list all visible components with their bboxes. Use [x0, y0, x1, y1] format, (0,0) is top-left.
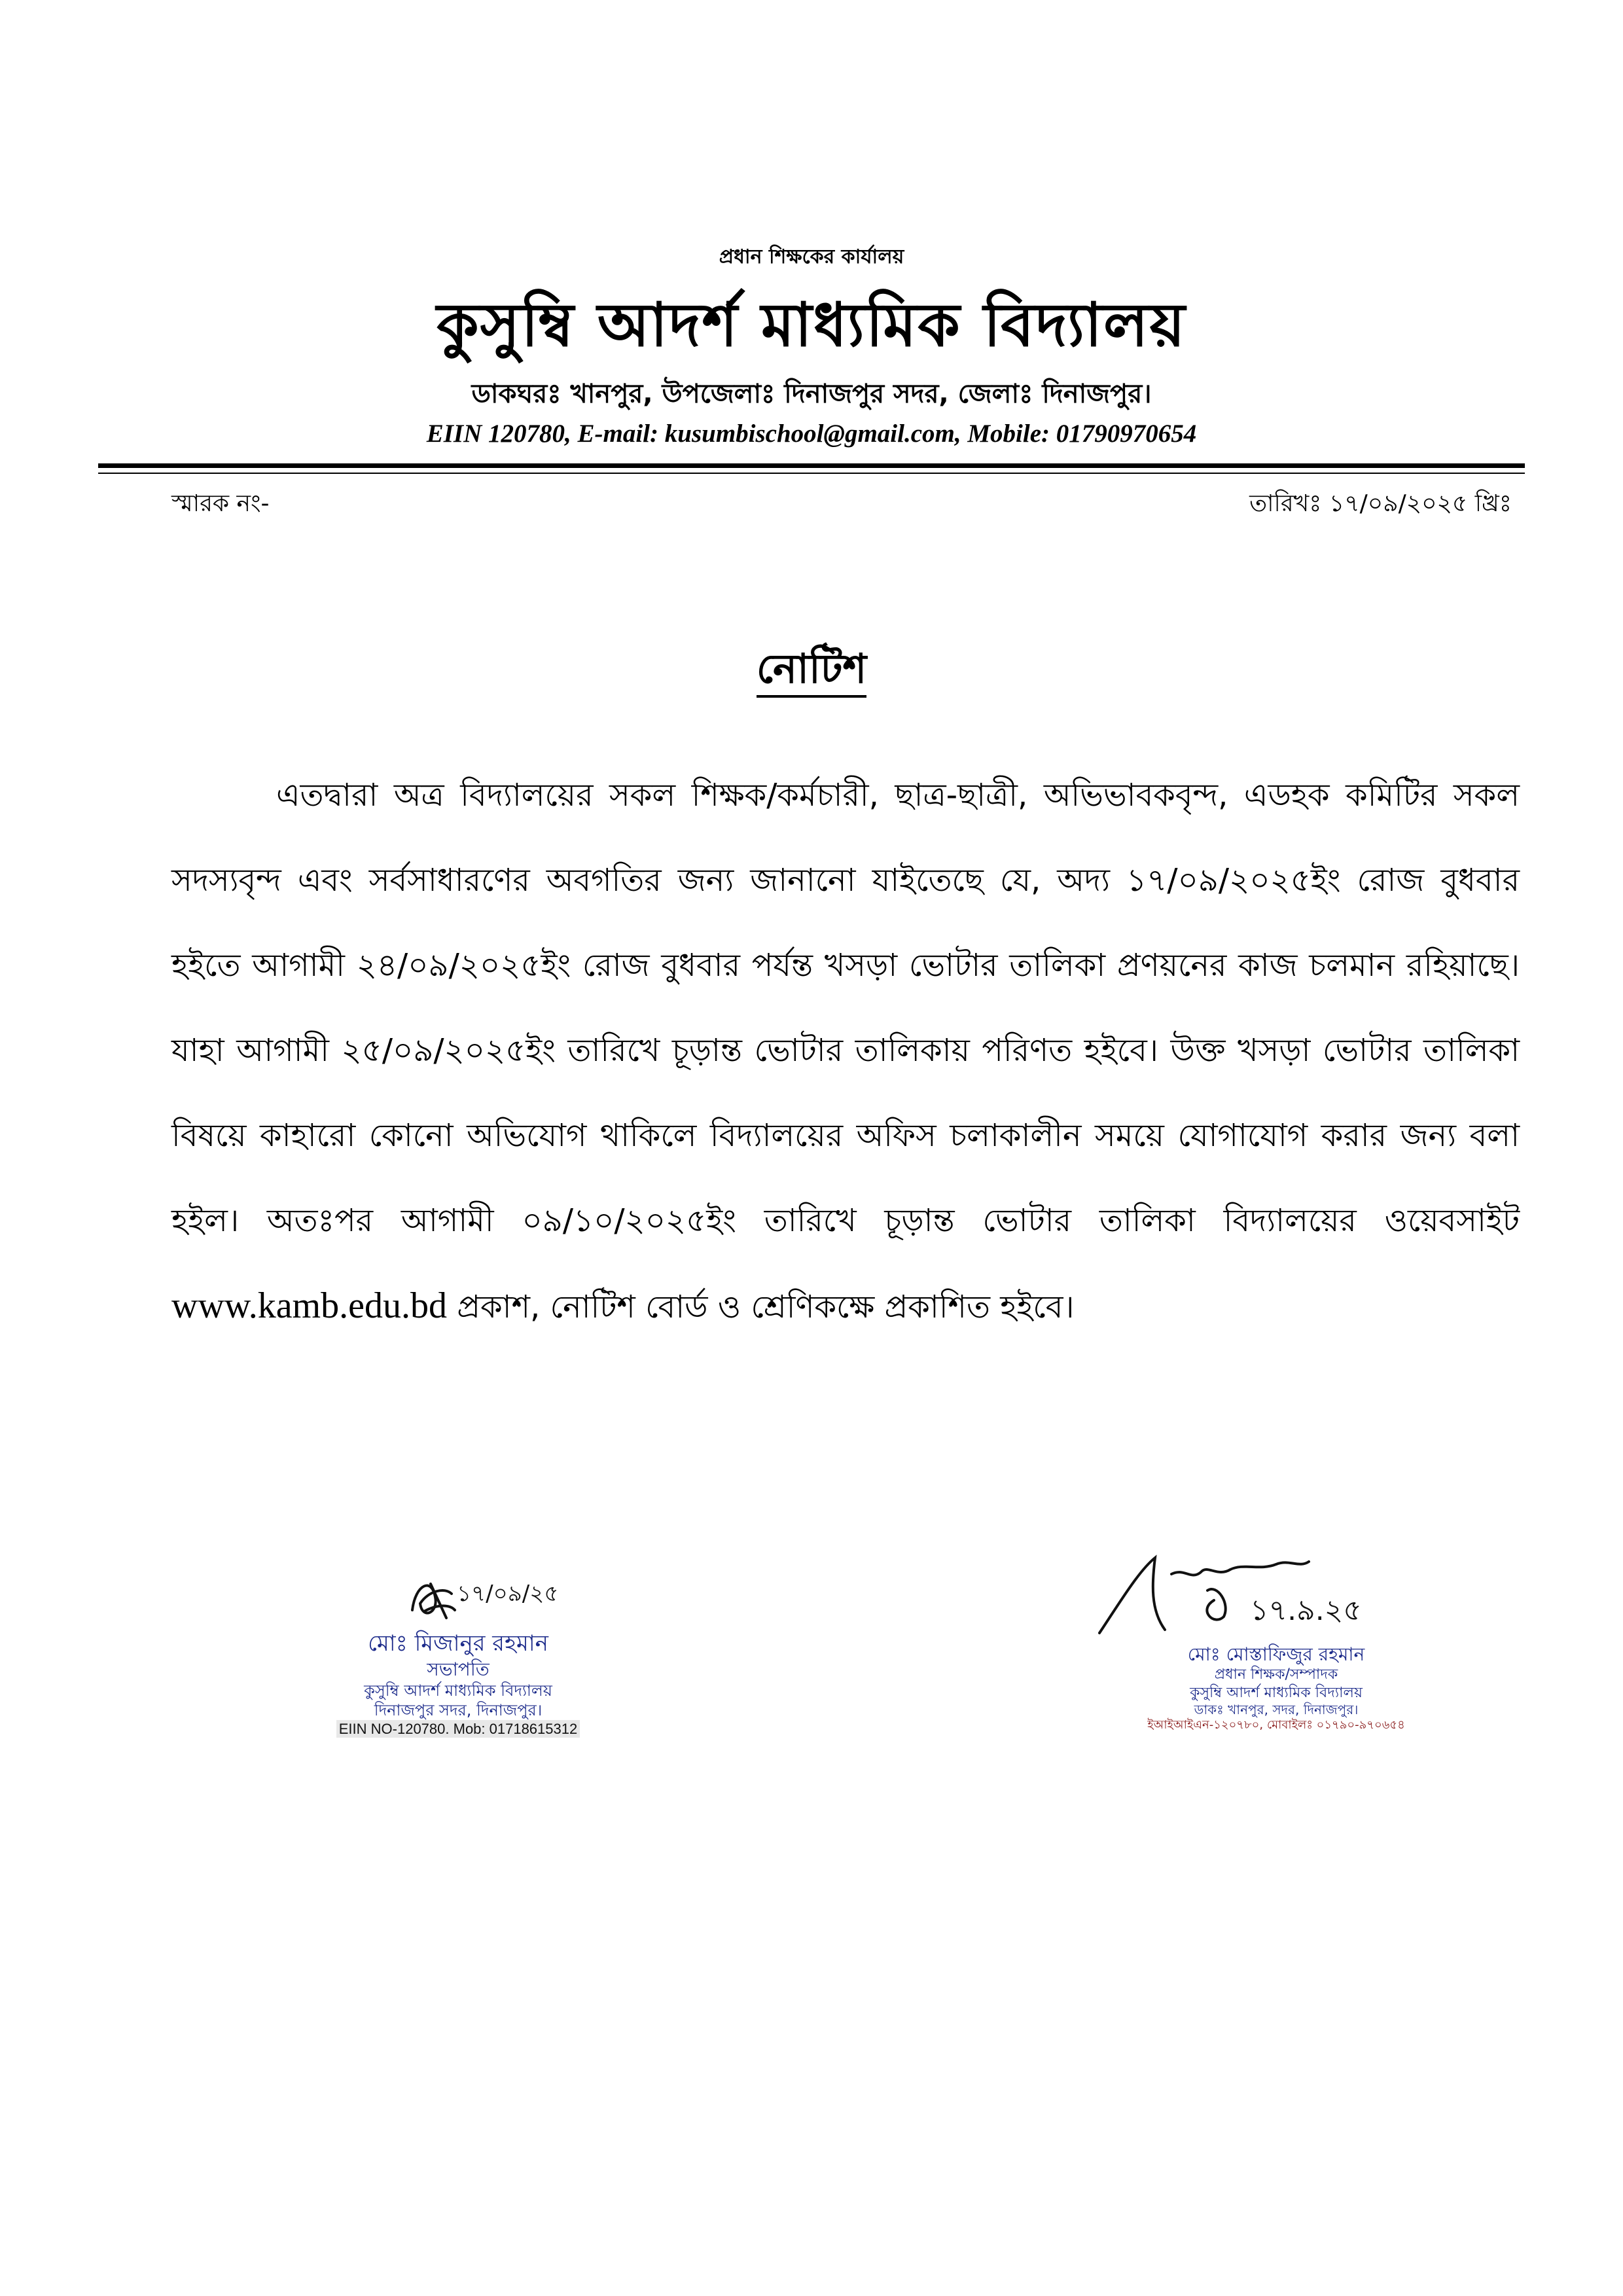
school-name: কুসুম্বি আদর্শ মাধ্যমিক বিদ্যালয় [437, 290, 1186, 360]
president-school: কুসুম্বি আদর্শ মাধ্যমিক বিদ্যালয় [364, 1681, 552, 1700]
head-teacher-school: কুসুম্বি আদর্শ মাধ্যমিক বিদ্যালয় [1190, 1684, 1363, 1701]
notice-title [0, 638, 1623, 706]
president-address: দিনাজপুর সদর, দিনাজপুর। [374, 1700, 543, 1719]
signature-head-teacher [1073, 1545, 1479, 1733]
notice-date: তারিখঃ ১৭/০৯/২০২৫ খ্রিঃ [1249, 490, 1512, 517]
head-teacher-name: মোঃ মোস্তাফিজুর রহমান [1187, 1643, 1365, 1665]
notice-title-text: নোটিশ [757, 645, 866, 698]
head-teacher-title: প্রধান শিক্ষক/সম্পাদক [1214, 1666, 1338, 1683]
notice-body-main: এতদ্বারা অত্র বিদ্যালয়ের সকল শিক্ষক/কর্মচারী, ছাত্র-ছাত্রী, অভিভাবকবৃন্দ, এডহক কমিটির সকল সদস্যবৃন্দ এবং সর্বসাধারণের অবগতির জন্য জানানো যাইতেছে যে, অদ্য ১৭/০৯/২০২৫ইং রোজ বুধবার হইতে আগামী ২৪/০৯/২০২৫ইং রোজ বুধবার পর্যন্ত খসড়া ভোটার তালিকা প্রণয়নের কাজ চলমান রহিয়াছে। যাহা আগামী ২৫/০৯/২০২৫ইং তারিখে চূড়ান্ত ভোটার তালিকায় পরিণত হইবে। উক্ত খসড়া ভোটার তালিকা বিষয়ে কাহারো কোনো অভিযোগ থাকিলে বিদ্যালয়ের অফিস চলাকালীন সময়ে যোগাযোগ করার জন্য বলা হইল। অতঃপর আগামী ০৯/১০/২০২৫ইং তারিখে চূড়ান্ত ভোটার তালিকা বিদ্যালয়ের ওয়েবসাইট [171, 777, 1520, 1239]
header-divider-thin [98, 473, 1525, 474]
website-link[interactable]: www.kamb.edu.bd [171, 1285, 447, 1326]
notice-body-end: প্রকাশ, নোটিশ বোর্ড ও শ্রেণিকক্ষে প্রকাশিত হইবে। [457, 1289, 1075, 1325]
signature-president [275, 1558, 641, 1738]
head-teacher-address: ডাকঃ খানপুর, সদর, দিনাজপুর। [1194, 1702, 1359, 1717]
head-teacher-stamp [1073, 1643, 1479, 1733]
school-address: ডাকঘরঃ খানপুর, উপজেলাঃ দিনাজপুর সদর, জেলাঃ দিনাজপুর। [471, 379, 1152, 409]
president-signature-date: ১৭/০৯/২৫ [457, 1581, 559, 1607]
president-signature-scribble-icon [275, 1558, 641, 1630]
office-heading: প্রধান শিক্ষকের কার্যালয় [719, 245, 904, 268]
president-eiin: EIIN NO-120780. Mob: 01718615312 [336, 1720, 580, 1738]
memo-number: স্মারক নং- [171, 490, 270, 517]
head-teacher-signature-scribble-icon [1073, 1545, 1479, 1643]
contact-line: EIIN 120780, E-mail: kusumbischool@gmail.com, Mobile: 01790970654 [426, 420, 1197, 448]
president-name: মোঃ মিজানুর রহমান [368, 1630, 548, 1657]
head-teacher-phone: ইআইআইএন-১২০৭৮০, মোবাইলঃ ০১৭৯০-৯৭০৬৫৪ [1147, 1718, 1405, 1732]
head-teacher-signature-date: ১৭.৯.২৫ [1250, 1594, 1362, 1627]
president-title: সভাপতি [427, 1658, 490, 1680]
header-divider-thick [98, 463, 1525, 468]
notice-body [171, 753, 1520, 1350]
president-stamp [275, 1630, 641, 1738]
